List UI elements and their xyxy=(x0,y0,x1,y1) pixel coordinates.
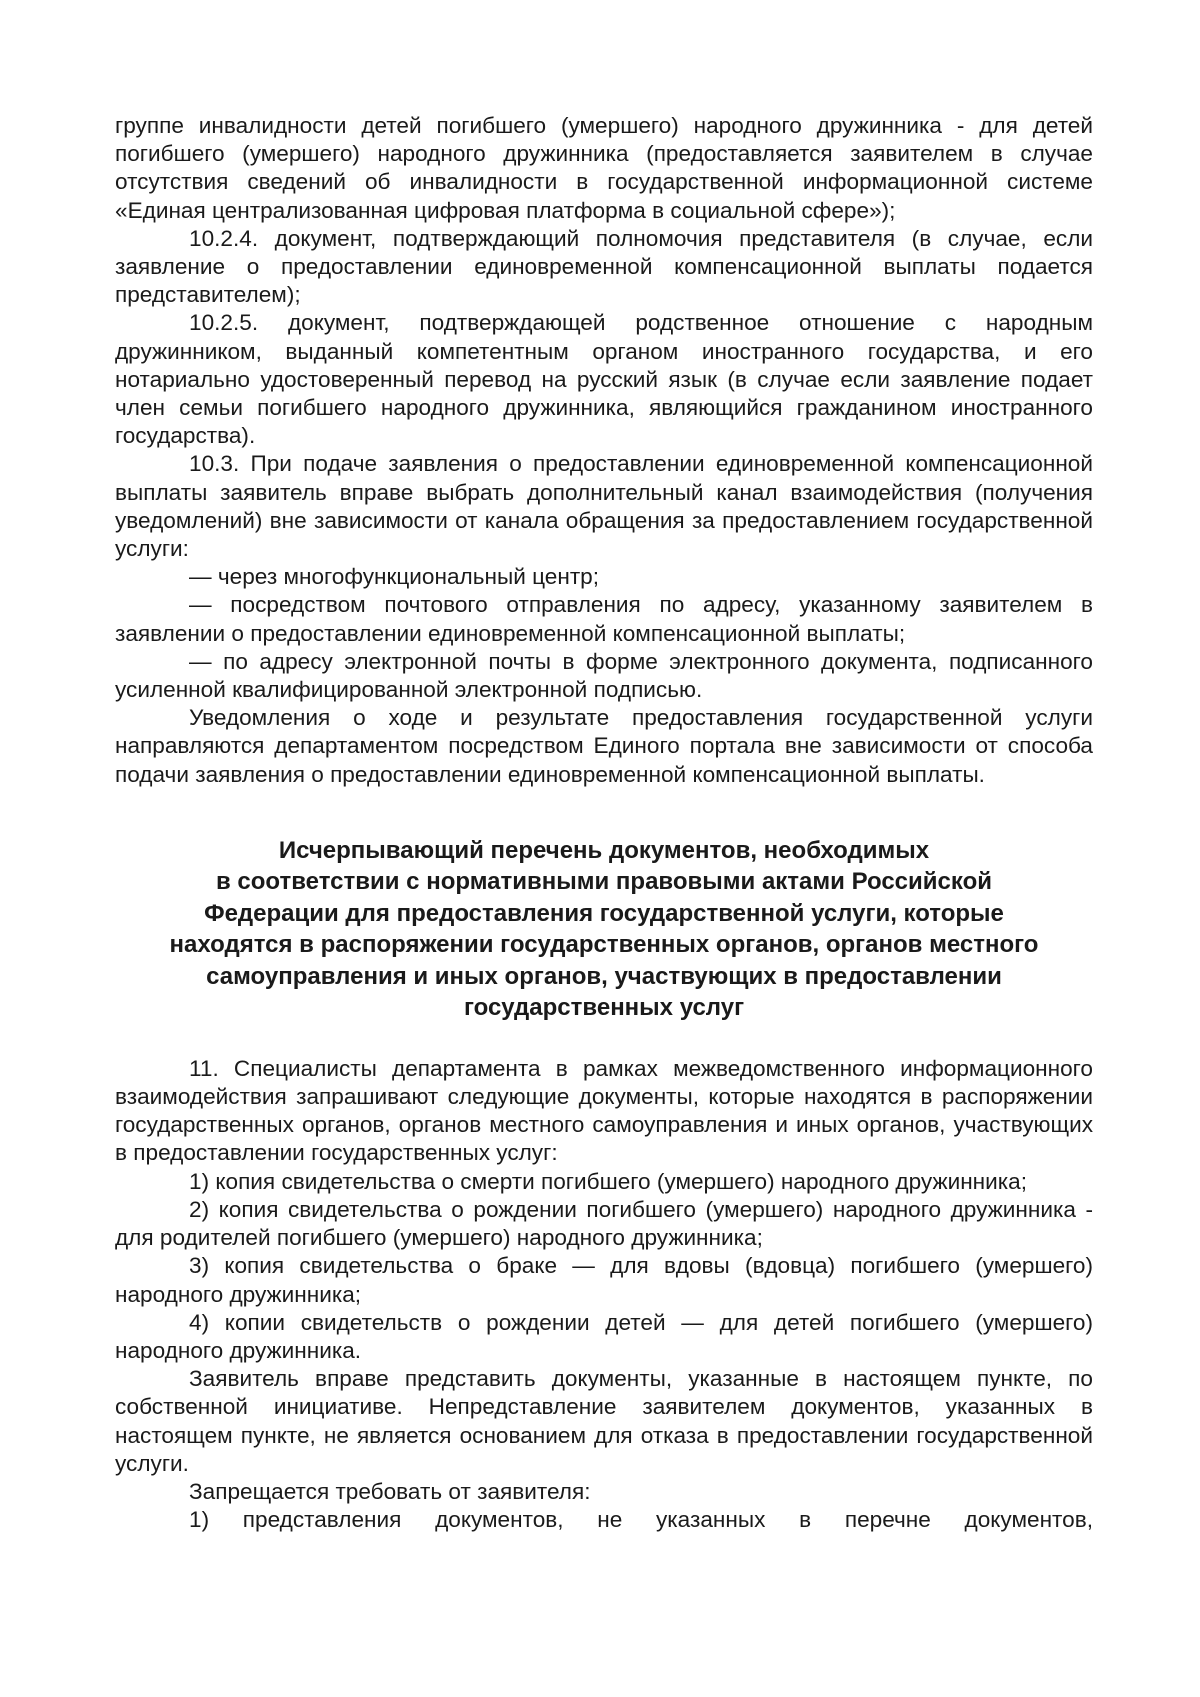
document-page xyxy=(115,112,1093,1534)
list-item-mfc: — через многофункциональный центр; xyxy=(189,564,600,590)
list-item-children-birth-certificates: 4) копии свидетельств о рождении детей — для детей погибшего (умершего) народного дружинника. xyxy=(115,1309,1093,1363)
list-item-death-certificate: 1) копия свидетельства о смерти погибшего (умершего) народного дружинника; xyxy=(189,1168,1027,1194)
list-item-marriage-certificate: 3) копия свидетельства о браке — для вдовы (вдовца) погибшего (умершего) народного дружинника; xyxy=(115,1253,1093,1307)
paragraph-disability-children: группе инвалидности детей погибшего (умершего) народного дружинника - для детей погибшего (умершего) народного дружинника (предоставляется заявителем в случае отсутствия сведений об инвалидности в государственной информационной системе «Единая централизованная цифровая платформа в социальной сфере»); xyxy=(115,113,1093,223)
list-item-not-listed-documents: 1) представления документов, не указанных в перечне документов, xyxy=(189,1507,1093,1533)
list-item-postal: — посредством почтового отправления по адресу, указанному заявителем в заявлении о предоставлении единовременной компенсационной выплаты; xyxy=(115,592,1093,646)
paragraph-notifications: Уведомления о ходе и результате предоставления государственной услуги направляются департаментом посредством Единого портала вне зависимости от способа подачи заявления о предоставлении единовременной компенсационной выплаты. xyxy=(115,705,1093,787)
paragraph-11: 11. Специалисты департамента в рамках межведомственного информационного взаимодействия запрашивают следующие документы, которые находятся в распоряжении государственных органов, органов местного самоуправления и иных органов, участвующих в предоставлении государственных услуг: xyxy=(115,1055,1093,1166)
list-item-birth-certificate: 2) копия свидетельства о рождении погибшего (умершего) народного дружинника - для родителей погибшего (умершего) народного дружинника; xyxy=(115,1196,1093,1251)
paragraph-10-3: 10.3. При подаче заявления о предоставлении единовременной компенсационной выплаты заявитель вправе выбрать дополнительный канал взаимодействия (получения уведомлений) вне зависимости от канала обращения за предоставлением государственной услуги: xyxy=(115,451,1093,562)
section-heading: Исчерпывающий перечень документов, необходимых в соответствии с нормативными правовыми актами Российской Федерации для предоставления государственной услуги, которые находятся в распоряжении государственных органов, органов местного самоуправления и иных органов, участвующих в предоставлении государственных услуг xyxy=(169,836,1039,1022)
paragraph-prohibited: Запрещается требовать от заявителя: xyxy=(189,1478,591,1504)
paragraph-own-initiative: Заявитель вправе представить документы, указанные в настоящем пункте, по собственной инициативе. Непредставление заявителем документов, указанных в настоящем пункте, не является основанием для отказа в предоставлении государственной услуги. xyxy=(115,1366,1093,1476)
paragraph-10-2-4: 10.2.4. документ, подтверждающий полномочия представителя (в случае, если заявление о предоставлении единовременной компенсационной выплаты подается представителем); xyxy=(115,225,1093,308)
paragraph-10-2-5: 10.2.5. документ, подтверждающей родственное отношение с народным дружинником, выданный компетентным органом иностранного государства, и его нотариально удостоверенный перевод на русский язык (в случае если заявление подает член семьи погибшего народного дружинника, являющийся гражданином иностранного государства). xyxy=(115,310,1093,449)
list-item-email: — по адресу электронной почты в форме электронного документа, подписанного усиленной квалифицированной электронной подписью. xyxy=(115,648,1093,703)
